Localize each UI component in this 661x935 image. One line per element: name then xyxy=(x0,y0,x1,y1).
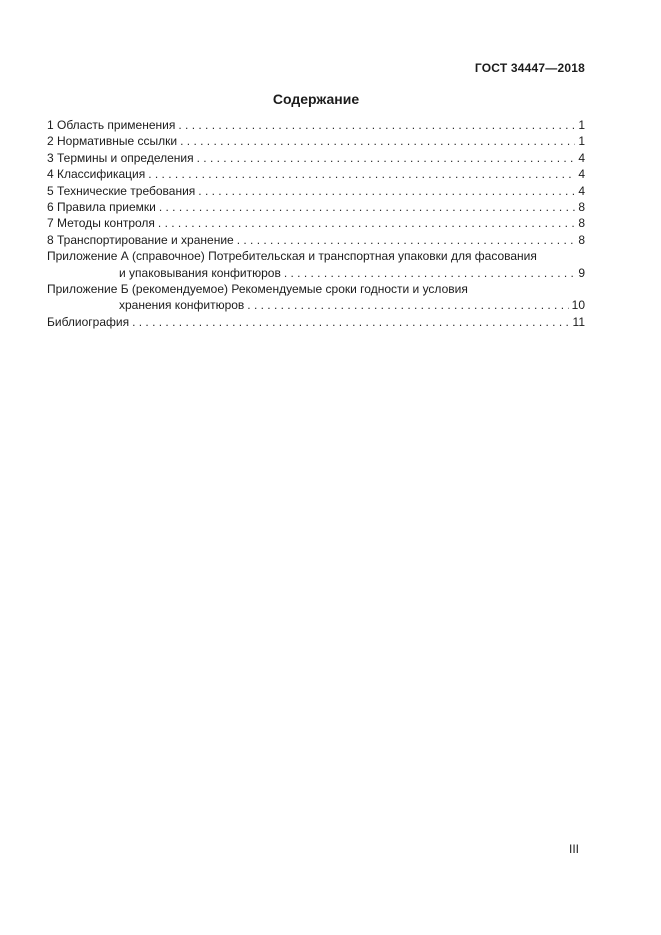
dot-leader xyxy=(132,314,569,330)
toc-entry xyxy=(47,281,585,297)
toc-entry xyxy=(47,117,585,133)
page-title: Содержание xyxy=(272,91,360,107)
toc-entry xyxy=(47,133,585,149)
toc-entry xyxy=(47,314,585,330)
toc-entry-label: Приложение А (справочное) Потребительская и транспортная упаковки для фасования xyxy=(47,249,537,264)
folio-page-number: III xyxy=(568,842,579,856)
toc-entry-label: 5 Технические требования xyxy=(47,183,196,198)
toc-entry-continuation xyxy=(47,297,585,313)
toc-entry xyxy=(47,215,585,231)
toc-page-number: 1 xyxy=(578,134,585,149)
toc-page-number: 8 xyxy=(578,200,585,215)
toc-entry xyxy=(47,150,585,166)
toc-entry-label: 4 Классификация xyxy=(47,167,146,182)
toc-entry xyxy=(47,248,585,264)
toc-entry xyxy=(47,232,585,248)
toc-entry-label: 3 Термины и определения xyxy=(47,150,194,165)
toc-entry-continuation xyxy=(47,265,585,281)
dot-leader xyxy=(178,117,575,133)
toc-entry-label: 7 Методы контроля xyxy=(47,216,155,231)
toc-page-number: 4 xyxy=(578,150,585,165)
toc-page-number: 1 xyxy=(578,118,585,132)
dot-leader xyxy=(148,166,575,182)
toc-page-number: 11 xyxy=(572,314,585,329)
toc-entry-label: 6 Правила приемки xyxy=(47,200,156,215)
toc-entry xyxy=(47,199,585,215)
toc-list xyxy=(47,117,585,330)
toc-page-number: 4 xyxy=(578,183,585,198)
toc-entry xyxy=(47,183,585,199)
toc-page-number: 8 xyxy=(578,216,585,231)
toc-page-number: 10 xyxy=(571,298,585,313)
dot-leader xyxy=(284,265,575,281)
toc-entry-label: Приложение Б (рекомендуемое) Рекомендуемые сроки годности и условия xyxy=(47,282,468,297)
toc-page-number: 8 xyxy=(578,232,585,247)
dot-leader xyxy=(198,183,575,199)
dot-leader xyxy=(159,199,575,215)
toc-entry-label: 8 Транспортирование и хранение xyxy=(47,232,234,247)
dot-leader xyxy=(237,232,576,248)
toc-entry-label: и упаковывания конфитюров xyxy=(119,265,281,280)
toc-page-number: 9 xyxy=(578,265,585,280)
toc-entry-label: 1 Область применения xyxy=(47,118,176,132)
dot-leader xyxy=(247,297,568,313)
toc-entry-label: 2 Нормативные ссылки xyxy=(47,134,178,149)
dot-leader xyxy=(158,215,575,231)
toc-page-number: 4 xyxy=(578,167,585,182)
toc-entry xyxy=(47,166,585,182)
dot-leader xyxy=(180,133,575,149)
dot-leader xyxy=(197,150,576,166)
toc-entry-label: Библиография xyxy=(47,314,130,329)
document-header: ГОСТ 34447—2018 xyxy=(474,61,585,75)
toc-entry-label: хранения конфитюров xyxy=(119,298,245,313)
